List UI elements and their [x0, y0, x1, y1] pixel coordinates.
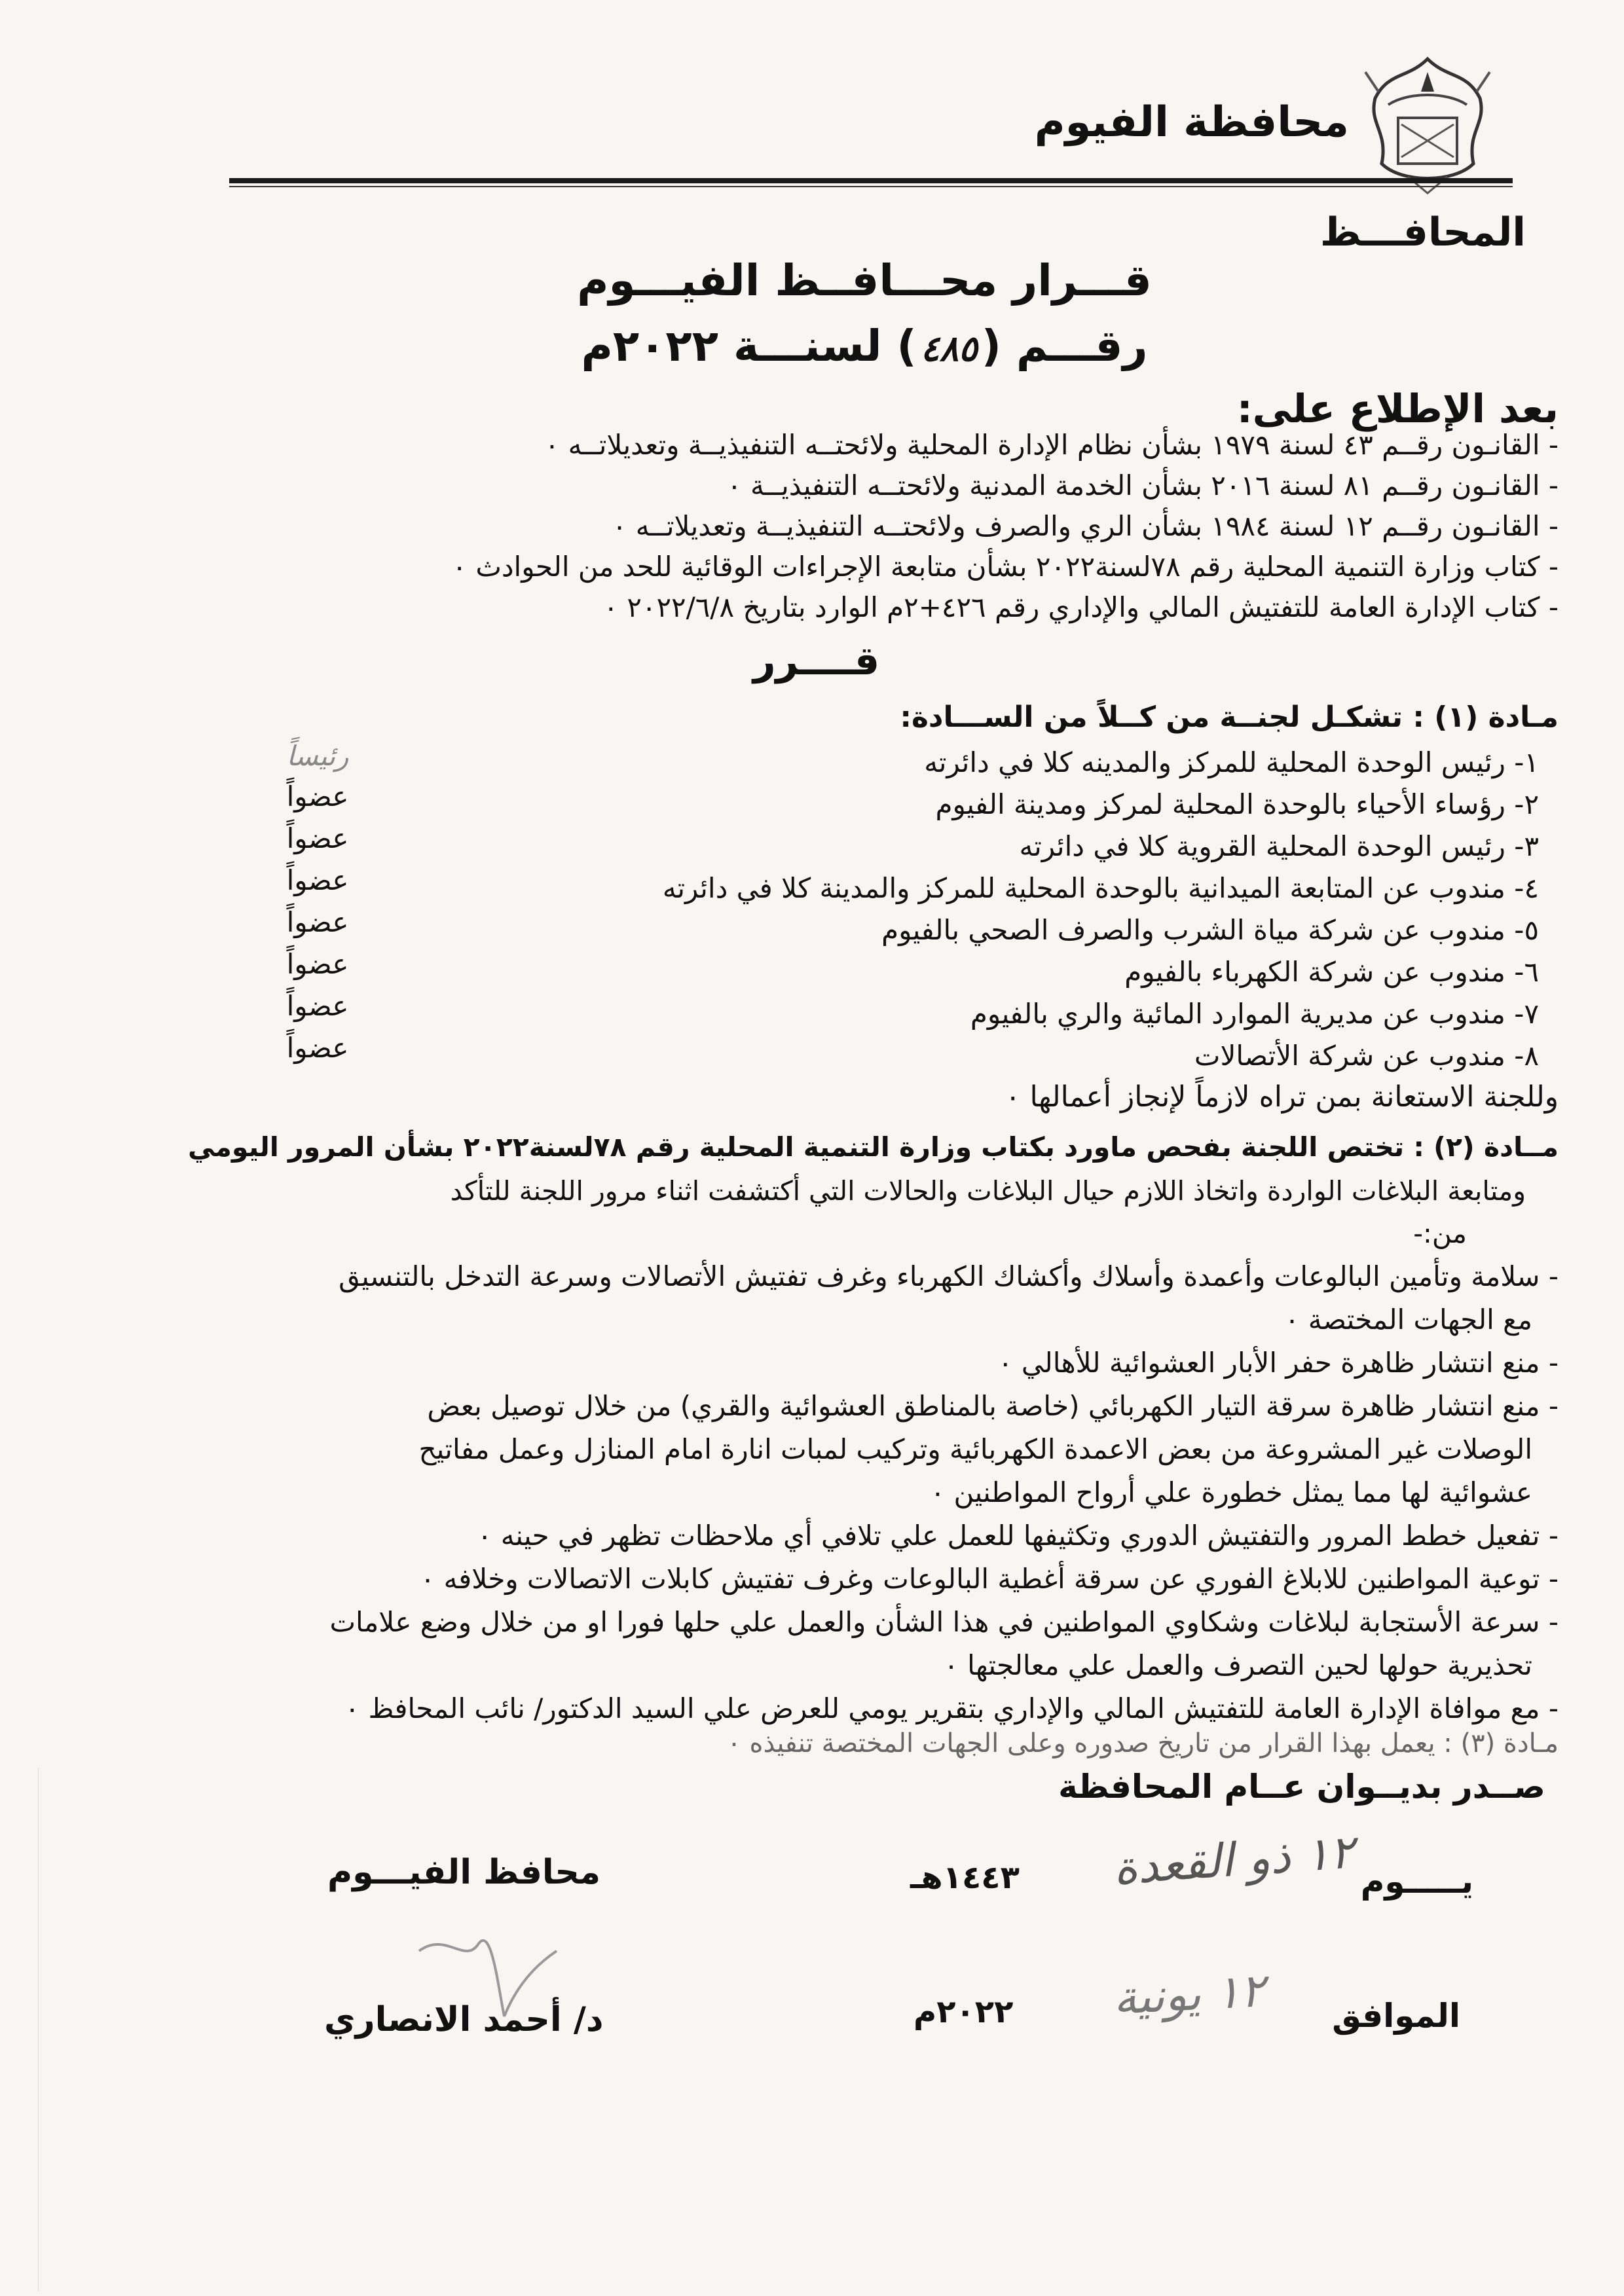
member-item: ٦- مندوب عن شركة الكهرباء بالفيوم	[1124, 956, 1539, 988]
decision-number-suffix: ) لسنـــة ٢٠٢٢م	[581, 321, 917, 371]
article2-line: من:-	[1413, 1218, 1467, 1249]
article2-point-cont: مع الجهات المختصة ٠	[1284, 1303, 1532, 1336]
article2-point: - تفعيل خطط المرور والتفتيش الدوري وتكثيفها للعمل علي تلافي أي ملاحظات تظهر في حينه ٠	[477, 1520, 1559, 1552]
article2-line: مــادة (٢) : تختص اللجنة بفحص ماورد بكتاب وزارة التنمية المحلية رقم ٧٨لسنة٢٠٢٢ بشأن المرور اليومي	[188, 1131, 1559, 1163]
preamble-item: - القانـون رقــم ١٢ لسنة ١٩٨٤ بشأن الري والصرف ولائحتــه التنفيذيــة وتعديلاتــه ٠	[612, 510, 1559, 542]
article2-point: - منع انتشار ظاهرة حفر الأبار العشوائية للأهالي ٠	[998, 1347, 1559, 1379]
decision-number: ٤٨٥	[920, 327, 978, 369]
hijri-year: ١٤٤٣هـ	[910, 1859, 1020, 1896]
issued-at: صــدر بديــوان عــام المحافظة	[1058, 1768, 1545, 1806]
member-role: رئيساً	[286, 740, 349, 772]
decision-number-line	[52, 321, 1624, 371]
day-label: يـــــوم	[1360, 1863, 1473, 1901]
hijri-date-handwritten: ١٢ ذو القعدة	[1111, 1825, 1356, 1895]
article1-heading: مـادة (١) : تشكـل لجنــة من كــلاً من الســـادة:	[900, 701, 1559, 734]
decided-label: قــــرر	[753, 638, 880, 684]
article2-point-cont: تحذيرية حولها لحين التصرف والعمل علي معالجتها ٠	[944, 1649, 1532, 1681]
preamble-item: - كتاب وزارة التنمية المحلية رقم ٧٨لسنة٢٠٢٢ بشأن متابعة الإجراءات الوقائية للحد من الحوادث ٠	[452, 551, 1559, 583]
article2-point: - سرعة الأستجابة لبلاغات وشكاوي المواطنين في هذا الشأن والعمل علي حلها فورا او من خلال وضع علامات	[329, 1606, 1559, 1638]
header-divider-thin	[229, 186, 1513, 187]
greg-year: ٢٠٢٢م	[913, 1994, 1014, 2030]
article2-point: - منع انتشار ظاهرة سرقة التيار الكهربائي (خاصة بالمناطق العشوائية والقري) من خلال توصيل بعض	[427, 1390, 1559, 1422]
member-role: عضواً	[286, 1032, 349, 1064]
member-role: عضواً	[286, 864, 349, 896]
member-role: عضواً	[286, 822, 349, 854]
member-role: عضواً	[286, 780, 349, 812]
member-role: عضواً	[286, 990, 349, 1022]
member-item: ٢- رؤساء الأحياء بالوحدة المحلية لمركز ومدينة الفيوم	[935, 788, 1539, 820]
office-title: المحافـــظ	[1320, 210, 1526, 255]
signatory-name: د/ أحمد الانصاري	[324, 2000, 604, 2039]
member-item: ١- رئيس الوحدة المحلية للمركز والمدينه كلا في دائرته	[924, 746, 1539, 778]
member-item: ٨- مندوب عن شركة الأتصالات	[1194, 1040, 1539, 1072]
article1-footer: وللجنة الاستعانة بمن تراه لازماً لإنجاز أعمالها ٠	[1005, 1080, 1559, 1114]
article2-point: - سلامة وتأمين البالوعات وأعمدة وأسلاك وأكشاك الكهرباء وغرف تفتيش الأتصالات وسرعة التدخل بالتنسيق	[339, 1260, 1559, 1292]
signatory-title: محافظ الفيـــوم	[327, 1853, 601, 1892]
member-item: ٥- مندوب عن شركة مياة الشرب والصرف الصحي بالفيوم	[881, 914, 1539, 946]
member-item: ٧- مندوب عن مديرية الموارد المائية والري بالفيوم	[970, 998, 1539, 1030]
article3: مـادة (٣) : يعمل بهذا القرار من تاريخ صدوره وعلى الجهات المختصة تنفيذه ٠	[727, 1728, 1559, 1758]
greg-date-handwritten: ١٢ يونية	[1112, 1963, 1266, 2025]
article2-point: - توعية المواطنين للابلاغ الفوري عن سرقة أغطية البالوعات وغرف تفتيش كابلات الاتصالات وخلافه ٠	[420, 1563, 1559, 1595]
governorate-logo-icon	[1362, 52, 1493, 196]
corresponding-label: الموافق	[1332, 1997, 1460, 2035]
governorate-name: محافظة الفيوم	[1034, 98, 1349, 147]
article2-point-cont: الوصلات غير المشروعة من بعض الاعمدة الكهربائية وتركيب لمبات انارة امام المنازل وعمل مفاتيح	[418, 1433, 1532, 1465]
header-divider	[229, 178, 1513, 183]
preamble-item: - القانـون رقــم ٨١ لسنة ٢٠١٦ بشأن الخدمة المدنية ولائحتــه التنفيذيــة ٠	[727, 469, 1559, 501]
article2-point-cont: عشوائية لها مما يمثل خطورة علي أرواح المواطنين ٠	[930, 1476, 1532, 1508]
member-item: ٣- رئيس الوحدة المحلية القروية كلا في دائرته	[1019, 830, 1539, 862]
decision-title: قـــرار محـــافــظ الفيـــوم	[577, 255, 1152, 306]
member-item: ٤- مندوب عن المتابعة الميدانية بالوحدة المحلية للمركز والمدينة كلا في دائرته	[662, 872, 1539, 904]
scan-edge	[38, 1768, 39, 2291]
member-role: عضواً	[286, 948, 349, 980]
preamble-item: - القانـون رقــم ٤٣ لسنة ١٩٧٩ بشأن نظام الإدارة المحلية ولائحتــه التنفيذيــة وتعديلاتــه ٠	[544, 429, 1559, 461]
article2-point: - مع موافاة الإدارة العامة للتفتيش المالي والإداري بتقرير يومي للعرض علي السيد الدكتور/ نائب المحافظ ٠	[344, 1692, 1559, 1724]
member-role: عضواً	[286, 906, 349, 938]
article2-line: ومتابعة البلاغات الواردة واتخاذ اللازم حيال البلاغات والحالات التي أكتشفت اثناء مرور اللجنة للتأكد	[450, 1175, 1526, 1207]
preamble-item: - كتاب الإدارة العامة للتفتيش المالي والإداري رقم ٤٢٦+٢م الوارد بتاريخ ٢٠٢٢/٦/٨ ٠	[603, 591, 1559, 623]
preamble-heading: بعد الإطلاع على:	[1236, 386, 1559, 432]
decision-number-prefix: رقـــم (	[981, 321, 1148, 371]
